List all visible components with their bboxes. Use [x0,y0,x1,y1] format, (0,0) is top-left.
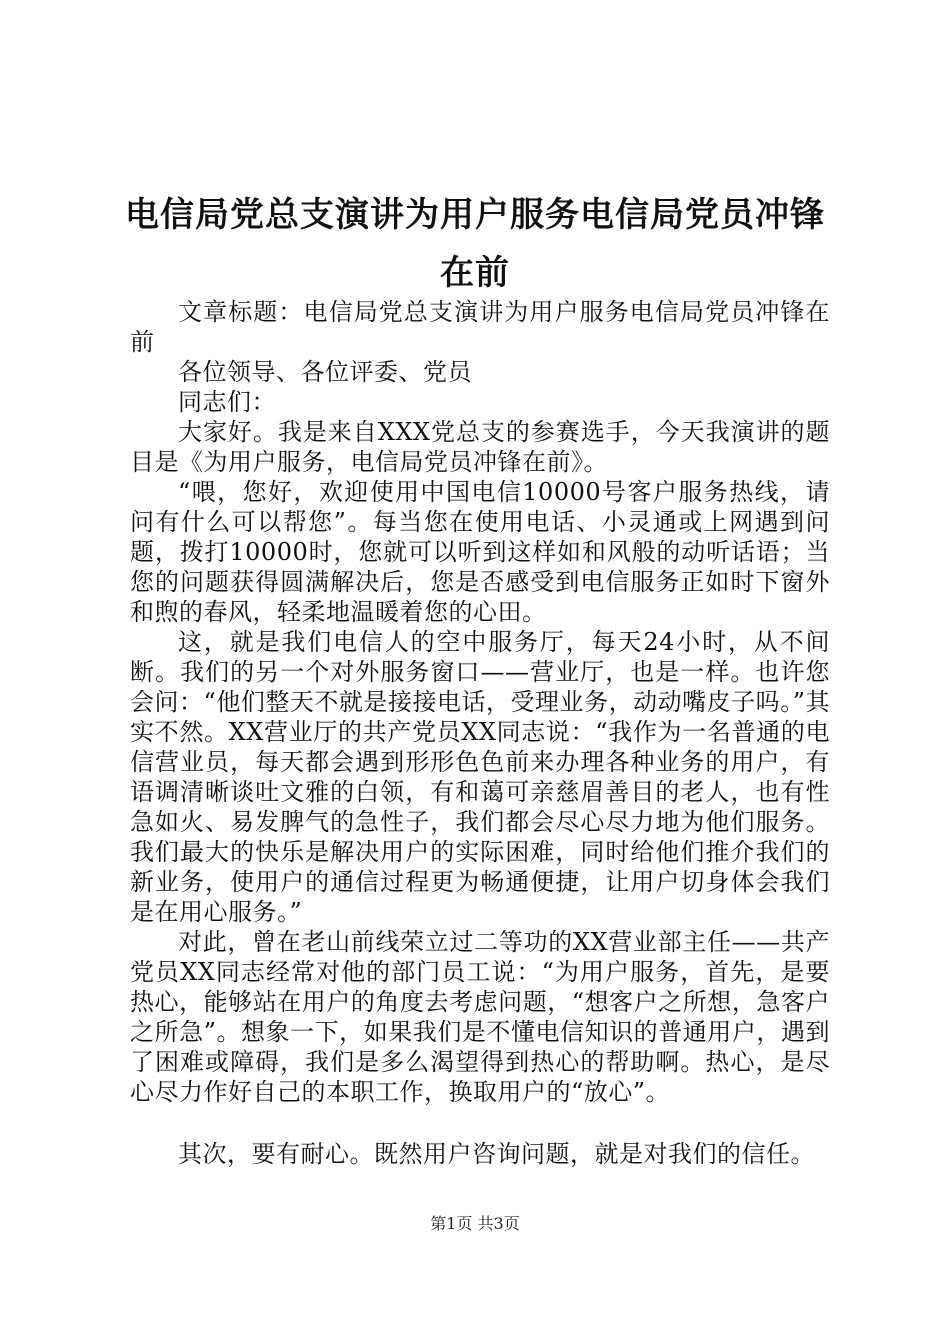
document-title: 电信局党总支演讲为用户服务电信局党员冲锋在前 [125,195,825,293]
paragraph-hotline: “喂，您好，欢迎使用中国电信10000号客户服务热线，请问有什么可以帮您”。每当您在使用电话、小灵通或上网遇到问题，拨打10000时，您就可以听到这样如和风般的动听话语；当您的问题获得圆满解决后，您是否感受到电信服务正如时下窗外和煦的春风，轻柔地温暖着您的心田。 [130,478,830,626]
paragraph-article-title: 文章标题：电信局党总支演讲为用户服务电信局党员冲锋在前 [130,298,830,356]
document-body [130,297,830,1169]
page-number-footer: 第1页 共3页 [430,1214,520,1233]
paragraph-salutation: 各位领导、各位评委、党员 [178,358,472,386]
paragraph-patience: 其次，要有耐心。既然用户咨询问题，就是对我们的信任。 [178,1140,815,1168]
paragraph-intro: 大家好。我是来自XXX党总支的参赛选手，今天我演讲的题目是《为用户服务，电信局党员冲锋在前》。 [130,418,830,476]
paragraph-enthusiasm: 对此，曾在老山前线荣立过二等功的XX营业部主任——共产党员XX同志经常对他的部门员工说：“为用户服务，首先，是要热心，能够站在用户的角度去考虑问题，“想客户之所想，急客户之所急”。想象一下，如果我们是不懂电信知识的普通用户，遇到了困难或障碍，我们是多么渴望得到热心的帮助啊。热心，是尽心尽力作好自己的本职工作，换取用户的“放心”。 [130,928,830,1106]
paragraph-salutation-comrades: 同志们： [178,388,276,416]
paragraph-service-hall: 这，就是我们电信人的空中服务厅，每天24小时，从不间断。我们的另一个对外服务窗口——营业厅，也是一样。也许您会问：“他们整天不就是接接电话，受理业务，动动嘴皮子吗。”其实不然。XX营业厅的共产党员XX同志说：“我作为一名普通的电信营业员，每天都会遇到形形色色前来办理各种业务的用户，有语调清晰谈吐文雅的白领，有和蔼可亲慈眉善目的老人，也有性急如火、易发脾气的急性子，我们都会尽心尽力地为他们服务。我们最大的快乐是解决用户的实际困难，同时给他们推介我们的新业务，使用户的通信过程更为畅通便捷，让用户切身体会我们是在用心服务。” [130,628,830,926]
